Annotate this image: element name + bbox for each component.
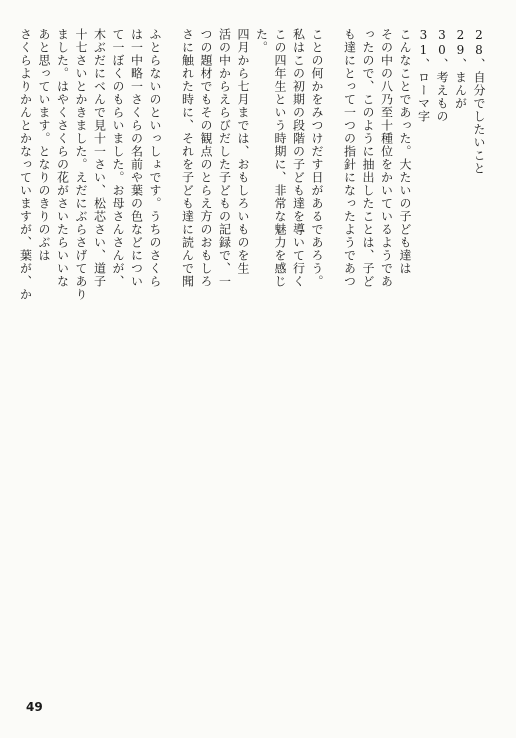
- text-column-middle: ことの何かをみつけだす日があるであろう。 私はこの初期の段階の子ども達を導いて行く この四年生という時期に、非常な魅力を感じ た。 四月から七月までは、おもしろいものを生 活の中からえらびだした子どもの記録で、一 つの題材でもその観点のとらえ方のおもしろ さに触れた時に、それを子ども達に読んで聞: [180, 28, 324, 288]
- text-column-right: 28、自分でしたいこと 29、まんが 30、考えもの 31、ローマ字 こんなことであった。大たいの子ども達は その中の八乃至十種位をかいているようであ ったので、このように抽出したことは、子ど も達にとって一つの指針になったようであつ: [342, 28, 486, 288]
- page-number: 49: [26, 700, 43, 714]
- text-column-left: ふとらないのといっしょです。うちのさくら は一中略一さくらの名前や葉の色などについ て一ぼくのもらいました。お母さんさんが、 木ぶだにべんで見十一さい、松芯さい、道子 十七さいとかきました。えだにぶらさげてあり ました。はやくさくらの花がさいたらいいな あと思っています。となりのきりのぶは さくらよりかんとかなっていますが、葉が、か: [18, 28, 162, 301]
